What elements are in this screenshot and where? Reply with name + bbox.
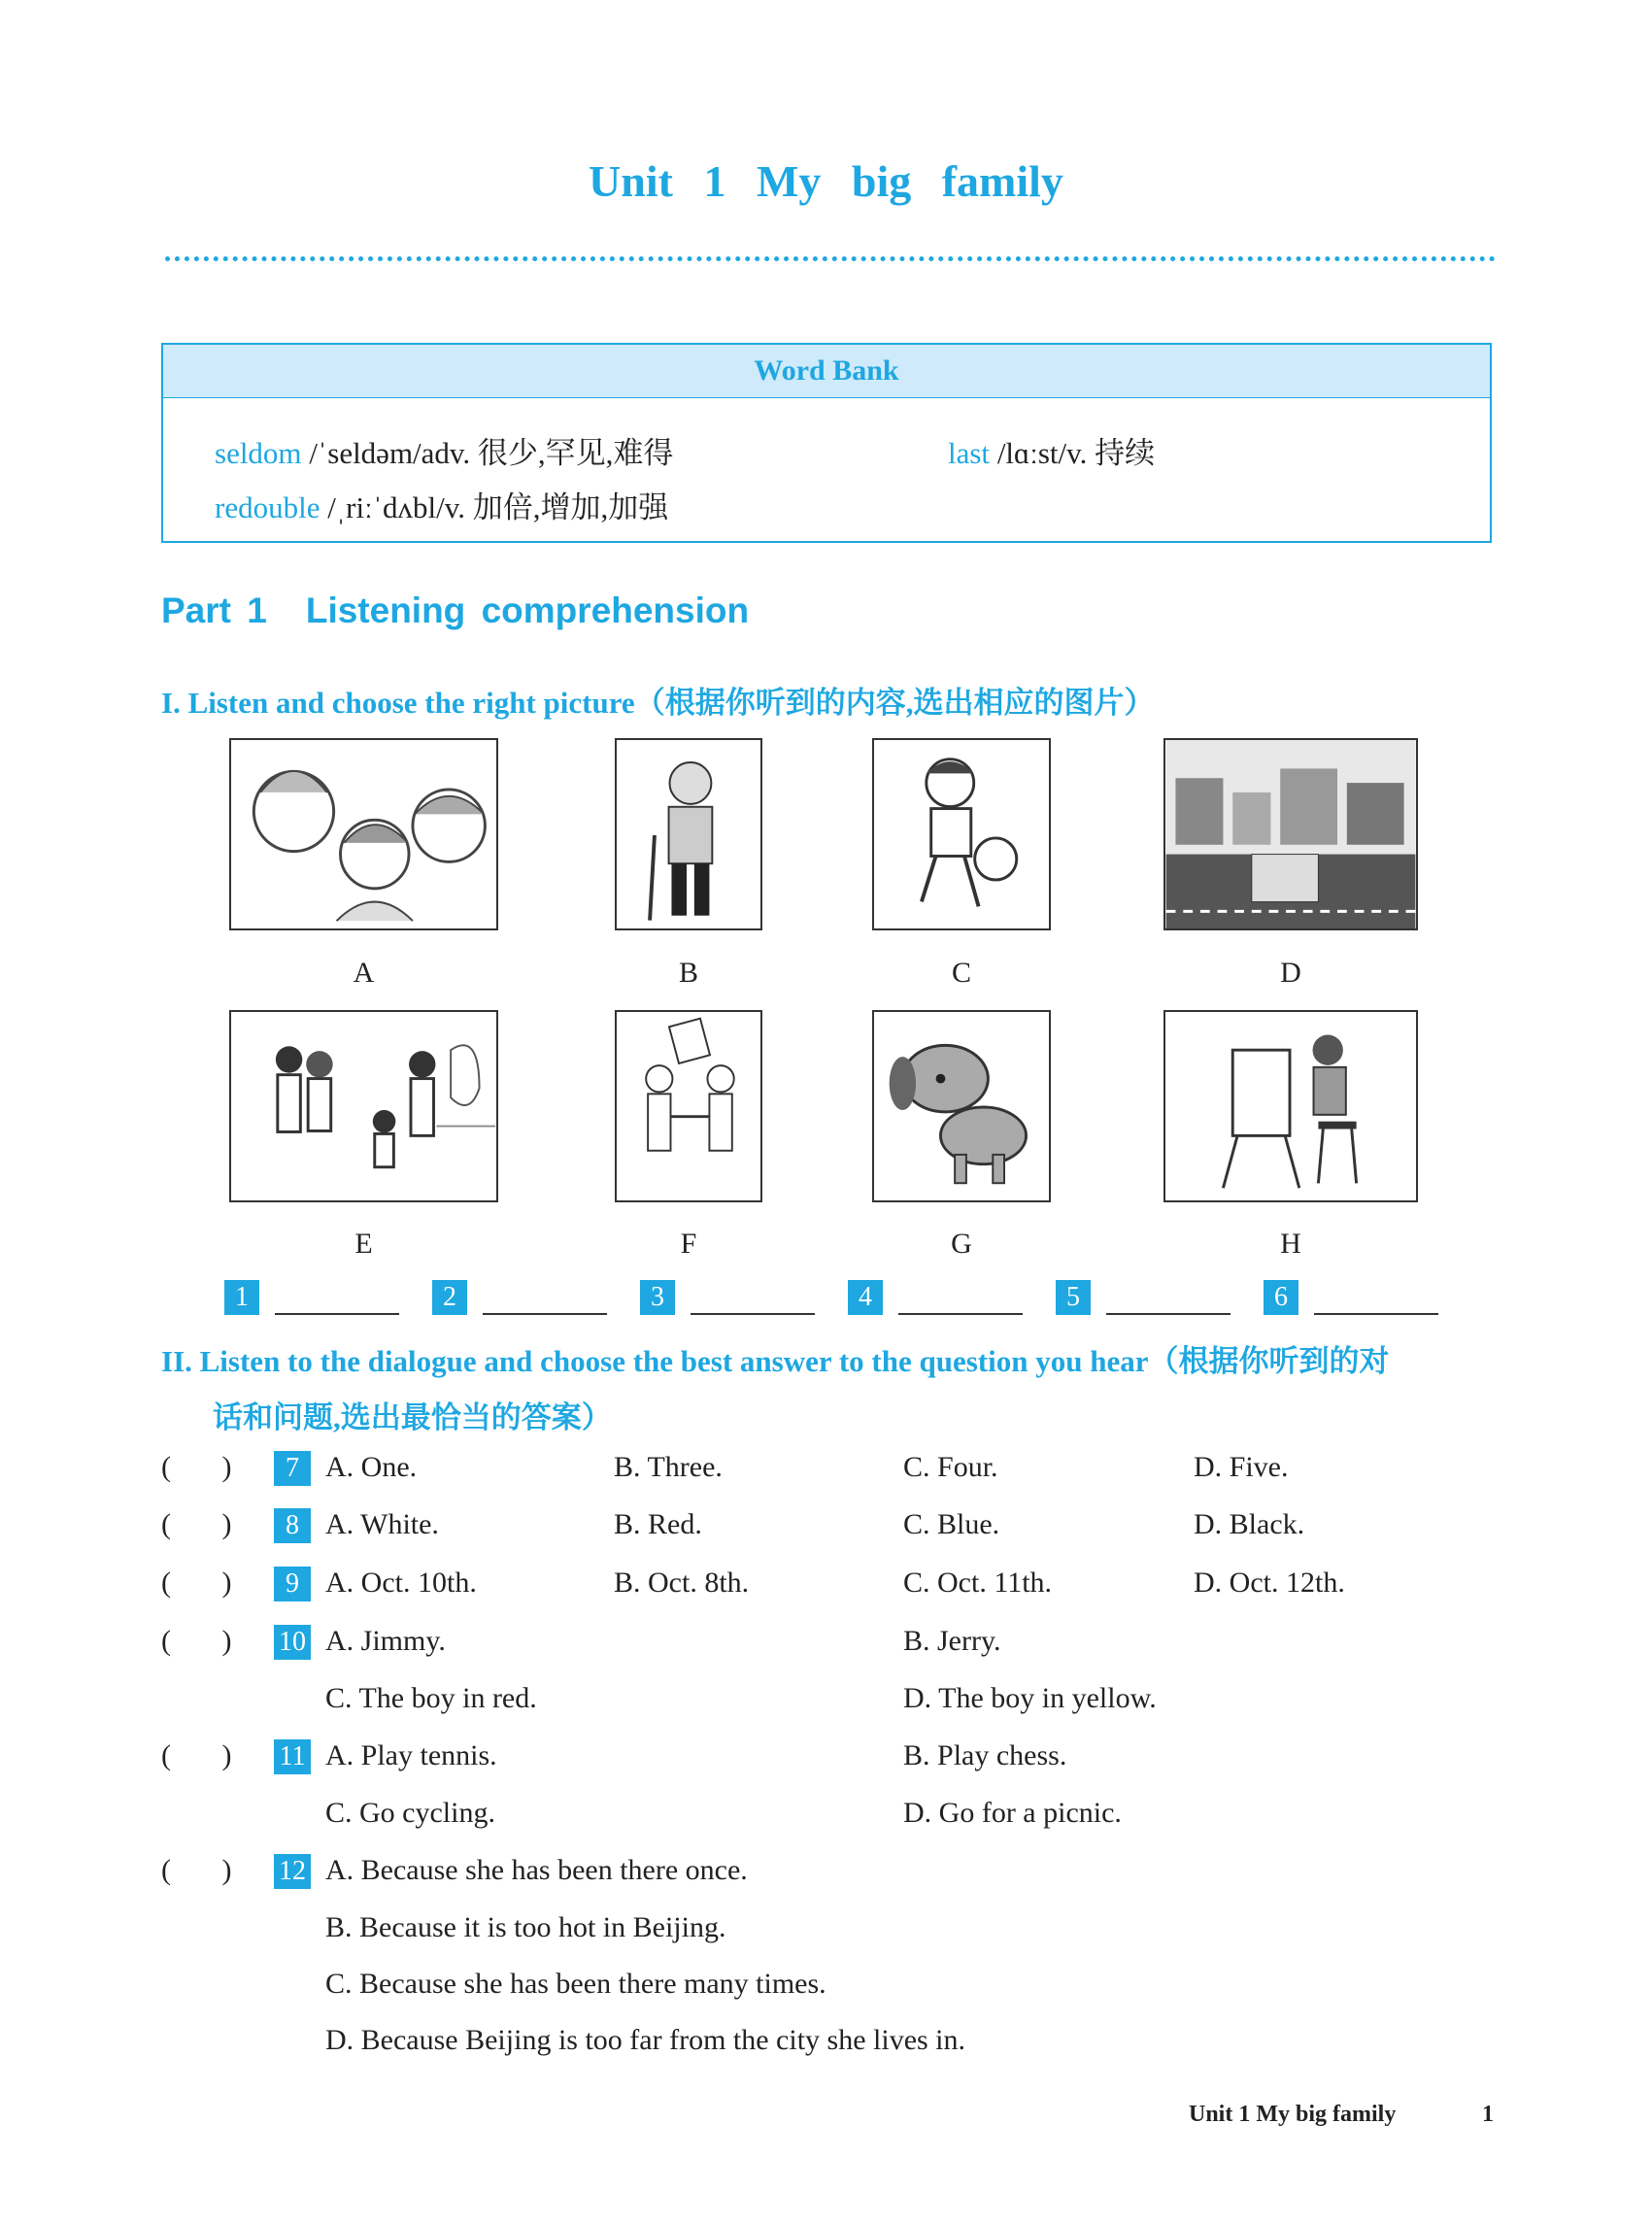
part-label: Part 1 <box>161 590 267 630</box>
option-10d[interactable]: D. The boy in yellow. <box>903 1682 1157 1714</box>
picture-f-gift <box>615 1010 762 1202</box>
word-bank-heading: Word Bank <box>163 345 1490 398</box>
part-name: Listening comprehension <box>305 590 750 630</box>
option-12d[interactable]: D. Because Beijing is too far from the city she lives in. <box>325 2024 966 2056</box>
option-7a[interactable]: A. One. <box>325 1451 418 1483</box>
option-8c[interactable]: C. Blue. <box>903 1508 1000 1540</box>
picture-label-g: G <box>951 1228 972 1260</box>
question-number-10: 10 <box>274 1625 311 1660</box>
picture-label-a: A <box>353 957 375 989</box>
picture-label-f: F <box>680 1228 697 1260</box>
picture-label-h: H <box>1280 1228 1301 1260</box>
picture-label-b: B <box>678 957 698 989</box>
option-7c[interactable]: C. Four. <box>903 1451 998 1483</box>
option-11c[interactable]: C. Go cycling. <box>325 1797 495 1829</box>
option-9d[interactable]: D. Oct. 12th. <box>1194 1567 1345 1599</box>
picture-d-town <box>1163 738 1418 930</box>
option-10c[interactable]: C. The boy in red. <box>325 1682 537 1714</box>
question-number-11: 11 <box>274 1739 311 1774</box>
option-9c[interactable]: C. Oct. 11th. <box>903 1567 1053 1599</box>
picture-g-dog <box>872 1010 1051 1202</box>
picture-label-e: E <box>354 1228 373 1260</box>
answer-paren-9[interactable]: ( ) <box>161 1567 232 1599</box>
word-entry-seldom: seldom /ˈseldəm/adv. 很少,罕见,难得 <box>215 436 674 470</box>
option-9b[interactable]: B. Oct. 8th. <box>614 1567 750 1599</box>
option-11a[interactable]: A. Play tennis. <box>325 1739 497 1771</box>
question-number-12: 12 <box>274 1854 311 1889</box>
dotted-divider <box>165 256 1496 261</box>
picture-b-grandpa <box>615 738 762 930</box>
section-1-title: I. Listen and choose the right picture（根据你听到的内容,选出相应的图片） <box>161 686 1155 720</box>
picture-label-d: D <box>1280 957 1301 989</box>
question-number-9: 9 <box>274 1567 311 1601</box>
answer-paren-11[interactable]: ( ) <box>161 1739 232 1771</box>
section-2-title-line1: II. Listen to the dialogue and choose the best answer to the question you hear（根据你听到的对 <box>161 1344 1390 1378</box>
option-10b[interactable]: B. Jerry. <box>903 1625 1001 1657</box>
answer-blank-2[interactable]: 2 <box>432 1280 607 1317</box>
question-number-8: 8 <box>274 1508 311 1543</box>
option-9a[interactable]: A. Oct. 10th. <box>325 1567 477 1599</box>
answer-paren-7[interactable]: ( ) <box>161 1451 232 1483</box>
answer-paren-10[interactable]: ( ) <box>161 1625 232 1657</box>
question-number-7: 7 <box>274 1451 311 1486</box>
option-11b[interactable]: B. Play chess. <box>903 1739 1067 1771</box>
option-7d[interactable]: D. Five. <box>1194 1451 1289 1483</box>
answer-paren-8[interactable]: ( ) <box>161 1508 232 1540</box>
section-2-title-line2: 话和问题,选出最恰当的答案） <box>213 1400 612 1434</box>
option-7b[interactable]: B. Three. <box>614 1451 723 1483</box>
answer-blank-6[interactable]: 6 <box>1264 1280 1438 1317</box>
answer-blank-5[interactable]: 5 <box>1056 1280 1231 1317</box>
option-10a[interactable]: A. Jimmy. <box>325 1625 446 1657</box>
page-number: 1 <box>1482 2102 1494 2127</box>
word-bank <box>161 343 1492 543</box>
footer-unit-title: Unit 1 My big family <box>1189 2102 1397 2127</box>
word-entry-last: last /lɑːst/v. 持续 <box>948 436 1156 470</box>
picture-e-family-walk <box>229 1010 498 1202</box>
picture-c-boy-ball <box>872 738 1051 930</box>
picture-h-girl-painting <box>1163 1010 1418 1202</box>
picture-a-family-faces <box>229 738 498 930</box>
answer-blank-1[interactable]: 1 <box>224 1280 399 1317</box>
option-12a[interactable]: A. Because she has been there once. <box>325 1854 748 1886</box>
option-8d[interactable]: D. Black. <box>1194 1508 1305 1540</box>
option-12b[interactable]: B. Because it is too hot in Beijing. <box>325 1911 726 1943</box>
picture-label-c: C <box>951 957 971 989</box>
page-title: Unit 1 My big family <box>589 156 1063 206</box>
word-entry-redouble: redouble /ˌriːˈdʌbl/v. 加倍,增加,加强 <box>215 490 669 524</box>
answer-paren-12[interactable]: ( ) <box>161 1854 232 1886</box>
option-12c[interactable]: C. Because she has been there many times. <box>325 1968 826 2000</box>
option-11d[interactable]: D. Go for a picnic. <box>903 1797 1122 1829</box>
answer-blank-4[interactable]: 4 <box>848 1280 1023 1317</box>
part-heading <box>161 590 749 631</box>
option-8b[interactable]: B. Red. <box>614 1508 702 1540</box>
answer-blank-3[interactable]: 3 <box>640 1280 815 1317</box>
option-8a[interactable]: A. White. <box>325 1508 439 1540</box>
